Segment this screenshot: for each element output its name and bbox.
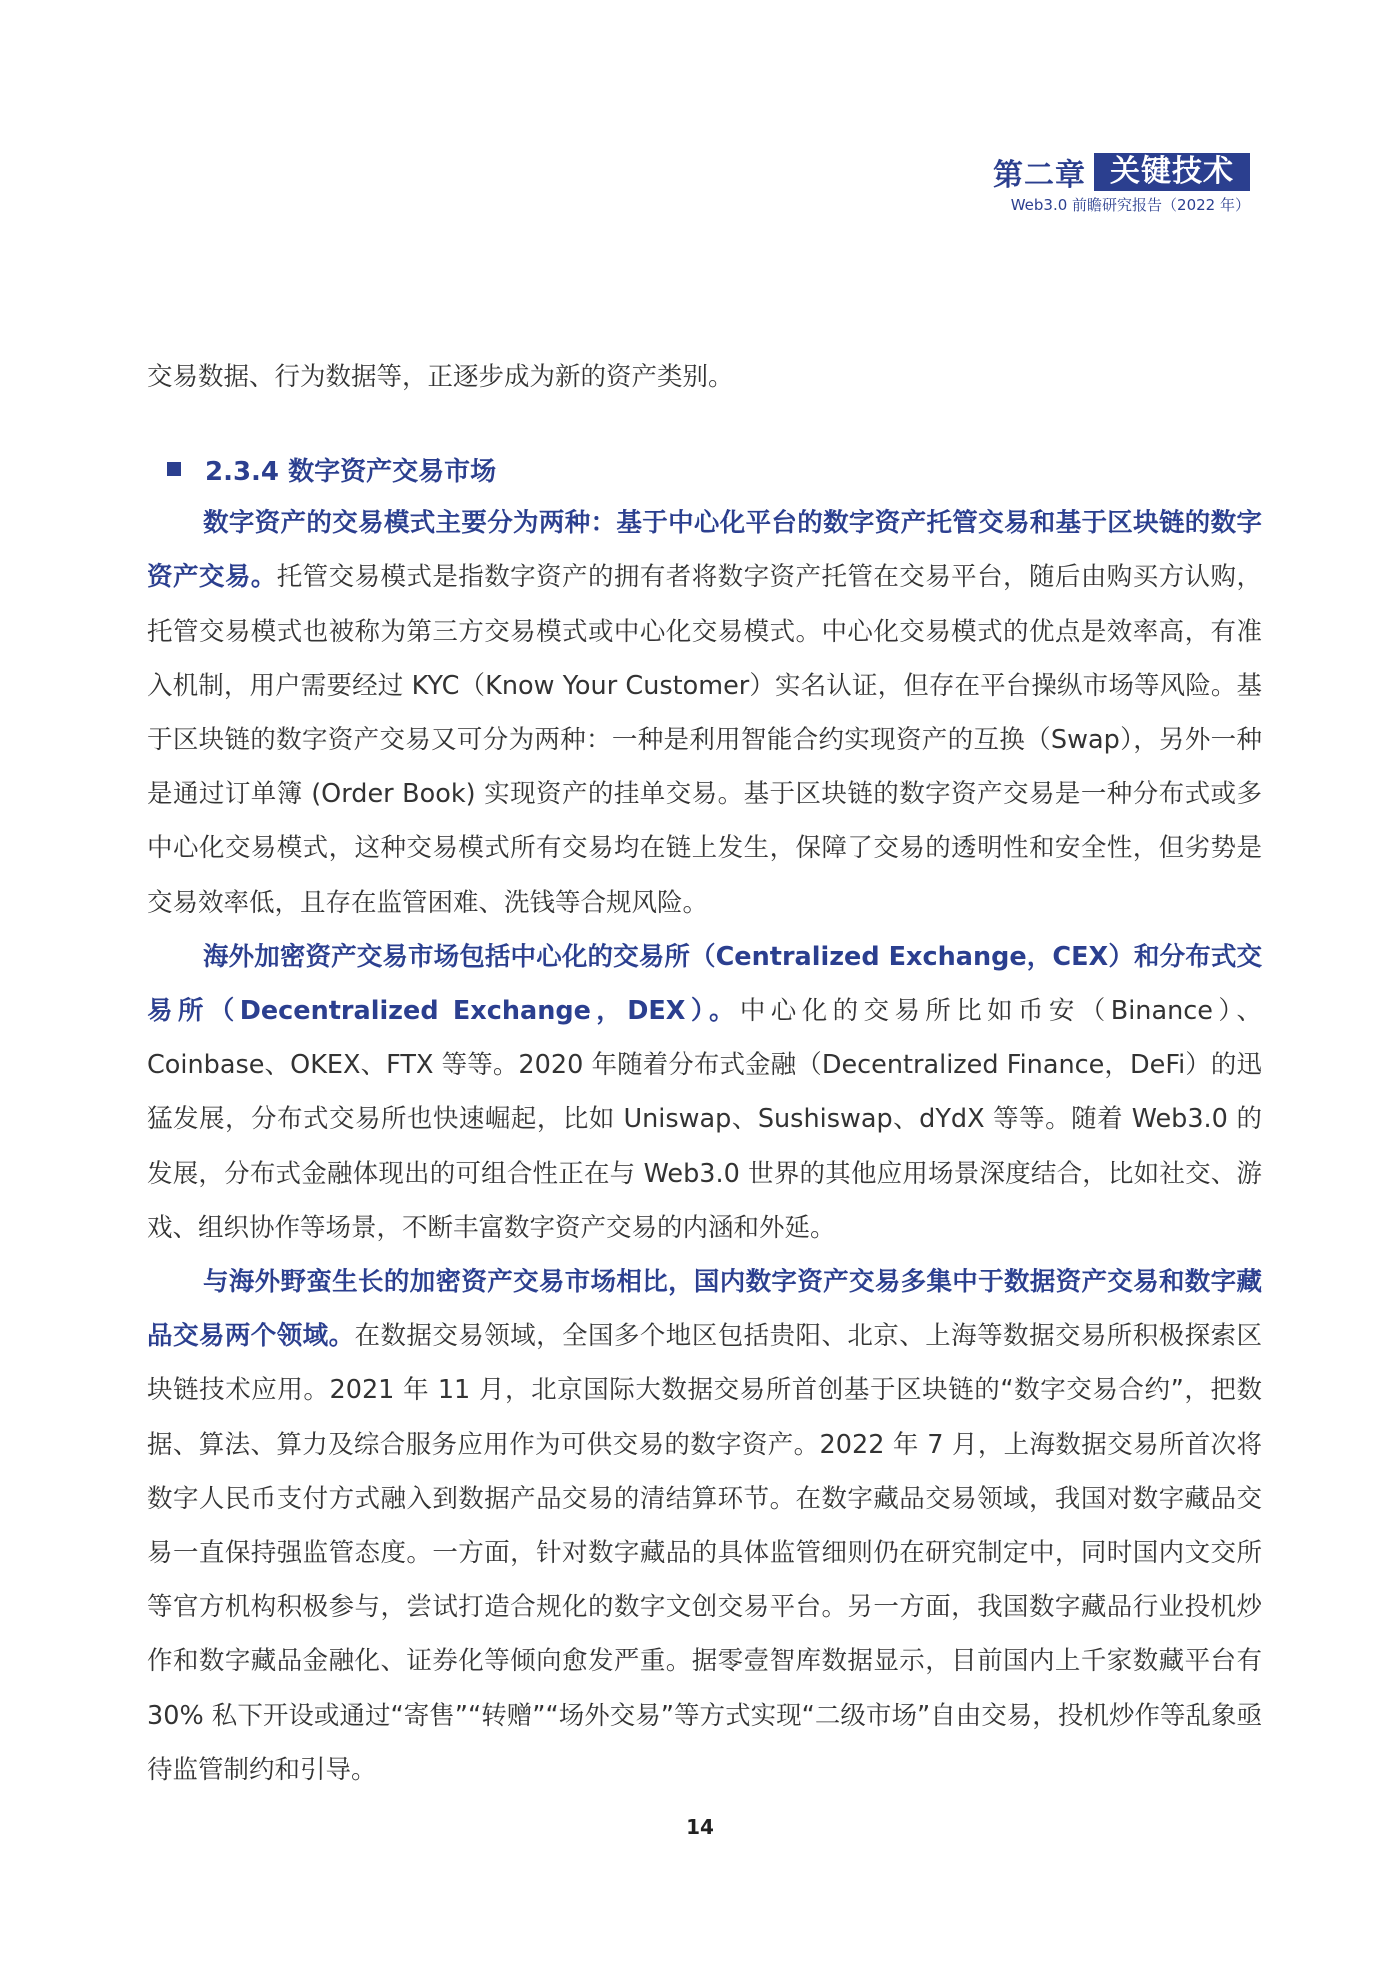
chapter-heading — [993, 152, 1250, 192]
section-heading — [147, 442, 1262, 496]
paragraph-overseas-market — [147, 930, 1262, 1255]
paragraph-body: 中心化的交易所比如币安（Binance）、Coinbase、OKEX、FTX 等等。2020 年随着分布式金融（Decentralized Finance，DeFi）的迅猛发展，分布式交易所也快速崛起，比如 Uniswap、Sushiswap、dYdX 等等。随着 Web3.0 的发展，分布式金融体现出的可组合性正在与 Web3.0 世界的其他应用场景深度结合，比如社交、游戏、组织协作等场景，不断丰富数字资产交易的内涵和外延。 — [147, 996, 1262, 1243]
paragraph-trading-modes — [147, 496, 1262, 930]
report-subtitle: Web3.0 前瞻研究报告（2022 年） — [1010, 196, 1250, 214]
paragraph-domestic-market — [147, 1255, 1262, 1797]
page-header — [993, 152, 1250, 215]
paragraph-body: 在数据交易领域，全国多个地区包括贵阳、北京、上海等数据交易所积极探索区块链技术应用。2021 年 11 月，北京国际大数据交易所首创基于区块链的“数字交易合约”，把数据、算法、算力及综合服务应用作为可供交易的数字资产。2022 年 7 月，上海数据交易所首次将数字人民币支付方式融入到数据产品交易的清结算环节。在数字藏品交易领域，我国对数字藏品交易一直保持强监管态度。一方面，针对数字藏品的具体监管细则仍在研究制定中，同时国内文交所等官方机构积极参与，尝试打造合规化的数字文创交易平台。另一方面，我国数字藏品行业投机炒作和数字藏品金融化、证券化等倾向愈发严重。据零壹智库数据显示，目前国内上千家数藏平台有 30% 私下开设或通过“寄售”“转赠”“场外交易”等方式实现“二级市场”自由交易，投机炒作等乱象亟待监管制约和引导。 — [147, 1321, 1262, 1785]
paragraph-body: 托管交易模式是指数字资产的拥有者将数字资产托管在交易平台，随后由购买方认购，托管交易模式也被称为第三方交易模式或中心化交易模式。中心化交易模式的优点是效率高，有准入机制，用户需要经过 KYC（Know Your Customer）实名认证，但存在平台操纵市场等风险。基于区块链的数字资产交易又可分为两种：一种是利用智能合约实现资产的互换（Swap），另外一种是通过订单簿 (Order Book) 实现资产的挂单交易。基于区块链的数字资产交易是一种分布式或多中心化交易模式，这种交易模式所有交易均在链上发生，保障了交易的透明性和安全性，但劣势是交易效率低，且存在监管困难、洗钱等合规风险。 — [147, 562, 1262, 918]
paragraph-lead: 数字资产的交易模式主要分为两种：基于中心化平台的数字资产托管交易和基于区块链的数字资产交易。 — [147, 508, 1262, 593]
main-content — [147, 350, 1262, 1797]
page-number: 14 — [686, 1815, 714, 1839]
chapter-title-badge: 关键技术 — [1094, 153, 1250, 191]
intro-line: 交易数据、行为数据等，正逐步成为新的资产类别。 — [147, 362, 734, 392]
section-title: 2.3.4 数字资产交易市场 — [205, 456, 497, 487]
chapter-number: 第二章 — [993, 158, 1086, 193]
square-bullet-icon — [167, 462, 181, 476]
paragraph-lead: 与海外野蛮生长的加密资产交易市场相比，国内数字资产交易多集中于数据资产交易和数字藏品交易两个领域。 — [147, 1267, 1262, 1352]
paragraph-lead: 海外加密资产交易市场包括中心化的交易所（Centralized Exchange，CEX）和分布式交易所（Decentralized Exchange，DEX）。 — [147, 941, 1262, 1027]
